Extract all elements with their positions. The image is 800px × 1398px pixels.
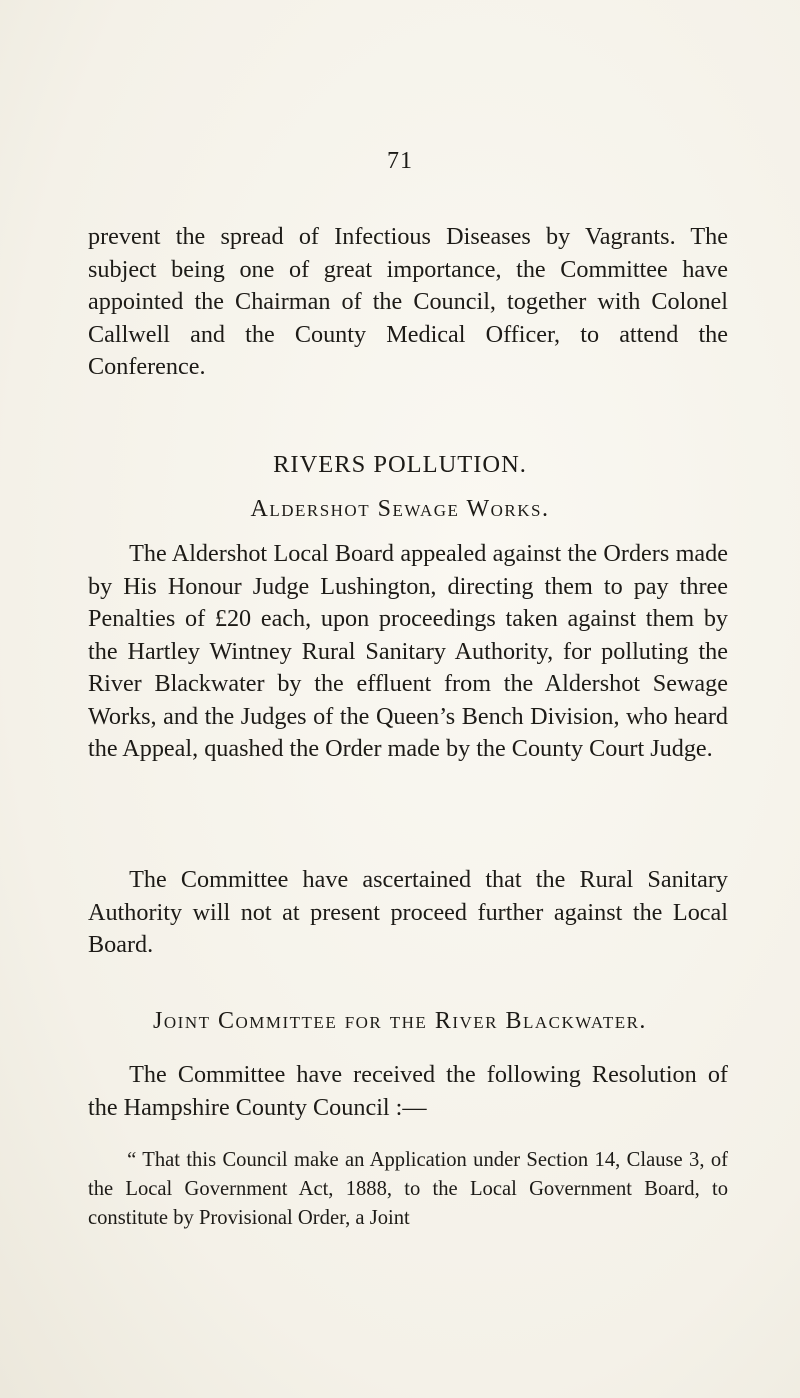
paragraph-aldershot-appeal: The Aldershot Local Board appealed against the Orders made by His Honour Judge Lushington, directing them to pay three Penalties of £20 each, upon proceedings taken against them by the Hartley Wintney Rural Sanitary Authority, for polluting the River Blackwater by the effluent from the Aldershot Sewage Works, and the Judges of the Queen’s Bench Division, who heard the Appeal, quashed the Order made by the County Court Judge.: [88, 540, 728, 762]
heading-joint-committee: Joint Committee for the River Blackwater.: [153, 1008, 647, 1034]
page-number: 71: [387, 148, 413, 174]
paragraph-vagrants: prevent the spread of Infectious Diseases by Vagrants. The subject being one of great importance, the Committee have appointed the Chairman of the Council, together with Colonel Callwell and the County Medical Officer, to attend the Conference.: [88, 223, 728, 380]
heading-rivers-pollution: RIVERS POLLUTION.: [273, 451, 527, 478]
quoted-resolution: “ That this Council make an Application under Section 14, Clause 3, of the Local Government Act, 1888, to the Local Government Board, to constitute by Provisional Order, a Joint: [88, 1149, 728, 1229]
heading-aldershot-sewage-works: Aldershot Sewage Works.: [250, 496, 550, 522]
paragraph-committee-ascertained: The Committee have ascertained that the Rural Sanitary Authority will not at present proceed further against the Local Board.: [88, 866, 728, 958]
paragraph-resolution: The Committee have received the following Resolution of the Hampshire County Council :—: [88, 1061, 728, 1121]
